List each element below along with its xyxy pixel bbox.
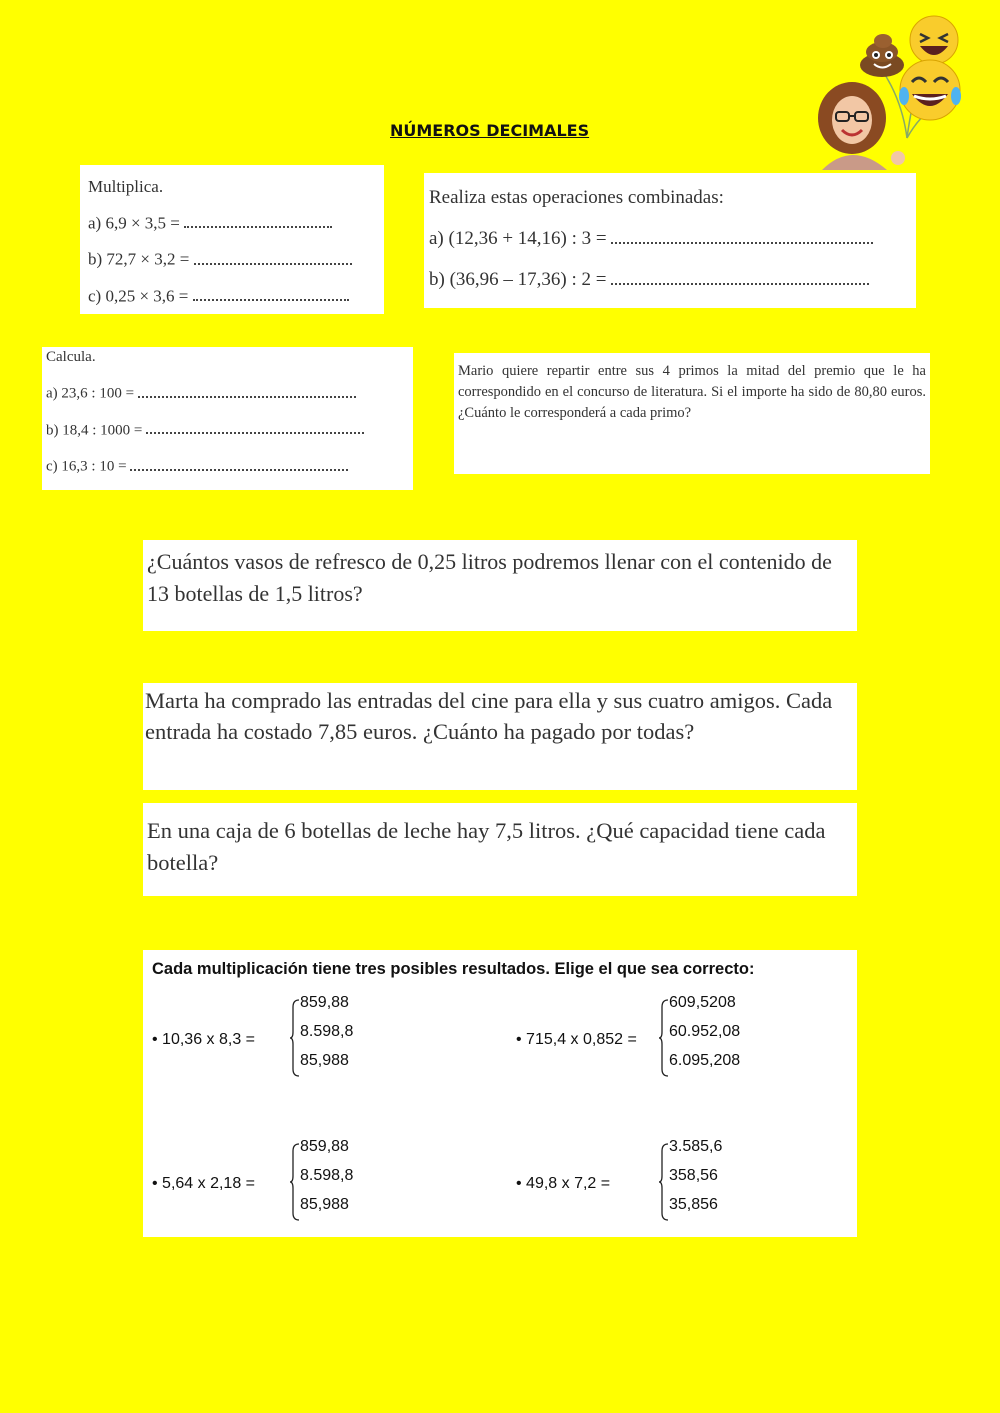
answer-blank[interactable] [194,247,352,264]
problem-leche: En una caja de 6 botellas de leche hay 7,5 litros. ¿Qué capacidad tiene cada botella? [143,803,857,896]
calculate-exercise-box [42,347,413,490]
brace-icon [290,999,300,1077]
tears-of-joy-emoji-icon [899,60,961,120]
answer-option[interactable]: 358,56 [669,1167,718,1184]
problem-marta: Marta ha comprado las entradas del cine para ella y sus cuatro amigos. Cada entrada ha costado 7,85 euros. ¿Cuánto ha pagado por todas? [143,683,857,790]
brace-icon [290,1143,300,1221]
calculate-heading: Calcula. [46,349,96,365]
multiply-item-a: a) 6,9 × 3,5 = [88,211,376,233]
problem-vasos: ¿Cuántos vasos de refresco de 0,25 litros podremos llenar con el contenido de 13 botellas de 1,5 litros? [143,540,857,631]
answer-option[interactable]: 8.598,8 [300,1167,354,1184]
laughing-emoji-icon [910,16,958,64]
multiple-choice-box [143,950,857,1237]
teacher-avatar [818,82,905,170]
choice-expression: • 49,8 x 7,2 = [516,1175,611,1192]
problem-mario: Mario quiere repartir entre sus 4 primos la mitad del premio que le ha correspondido en el concurso de literatura. Si el importe ha sido de 80,80 euros. ¿Cuánto le corresponderá a cada primo? [454,353,930,474]
combined-heading: Realiza estas operaciones combinadas: [429,187,724,208]
answer-blank[interactable] [611,266,869,285]
brace-icon [659,999,669,1077]
avatar-with-emoji-balloons-illustration [812,10,982,170]
page-title: NÚMEROS DECIMALES [390,121,590,140]
answer-blank[interactable] [130,455,348,471]
choice-expression: • 5,64 x 2,18 = [152,1175,256,1192]
poop-emoji-icon [860,34,904,77]
brace-icon [659,1143,669,1221]
answer-blank[interactable] [184,211,332,228]
calculate-item-a: a) 23,6 : 100 = [46,382,409,403]
answer-option[interactable]: 609,5208 [669,994,736,1011]
answer-option[interactable]: 859,88 [300,1138,349,1155]
calculate-item-b: b) 18,4 : 1000 = [46,419,409,440]
calculate-item-c: c) 16,3 : 10 = [46,455,409,476]
answer-option[interactable]: 6.095,208 [669,1052,741,1069]
combined-item-a: a) (12,36 + 14,16) : 3 = [429,225,911,250]
answer-option[interactable]: 85,988 [300,1196,349,1213]
multiply-item-b: b) 72,7 × 3,2 = [88,247,376,269]
answer-option[interactable]: 8.598,8 [300,1023,354,1040]
choice-expression: • 10,36 x 8,3 = [152,1031,256,1048]
multiply-heading: Multiplica. [88,177,164,196]
combined-item-b: b) (36,96 – 17,36) : 2 = [429,266,911,291]
multiple-choice-title: Cada multiplicación tiene tres posibles resultados. Elige el que sea correcto: [152,960,755,978]
answer-blank[interactable] [146,419,364,435]
answer-option[interactable]: 3.585,6 [669,1138,723,1155]
answer-blank[interactable] [611,225,873,244]
combined-operations-box [424,173,916,308]
answer-blank[interactable] [193,284,349,301]
answer-option[interactable]: 35,856 [669,1196,718,1213]
multiply-item-c: c) 0,25 × 3,6 = [88,284,376,306]
choice-expression: • 715,4 x 0,852 = [516,1031,637,1048]
answer-option[interactable]: 60.952,08 [669,1023,741,1040]
answer-option[interactable]: 85,988 [300,1052,349,1069]
answer-blank[interactable] [138,382,356,398]
multiply-exercise-box [80,165,384,314]
answer-option[interactable]: 859,88 [300,994,349,1011]
